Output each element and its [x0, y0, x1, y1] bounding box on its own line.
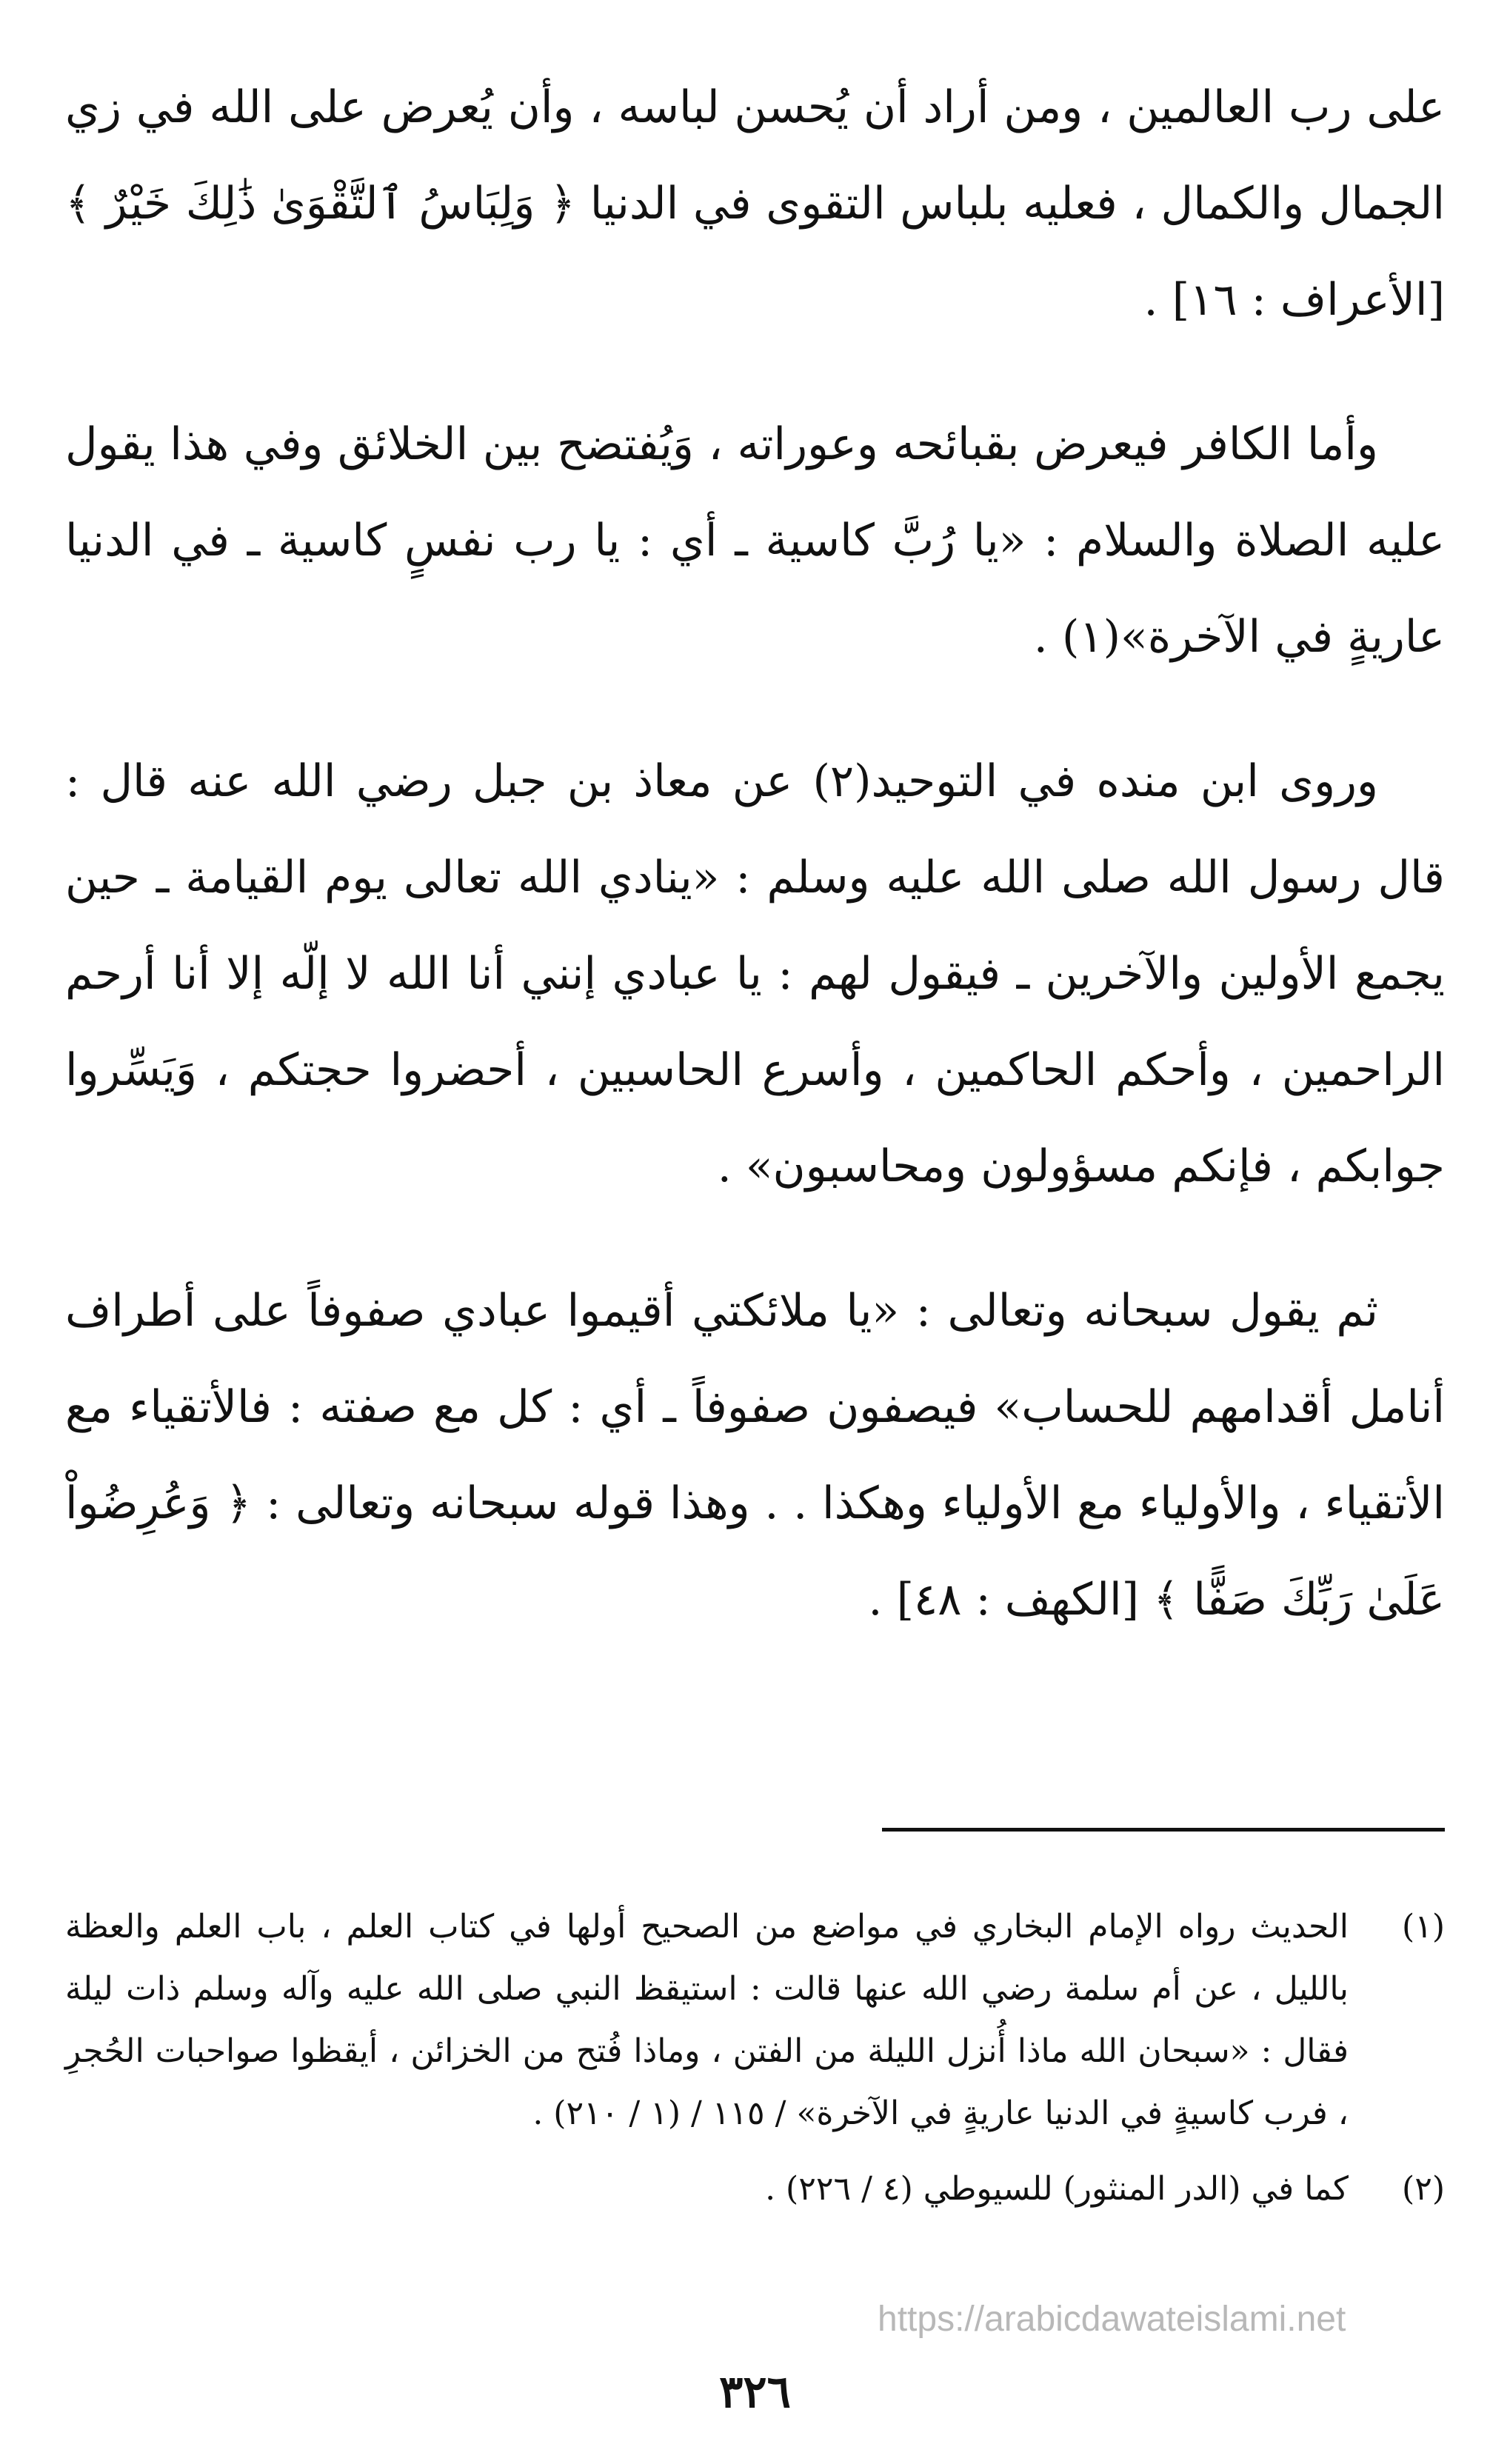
footnote-1-number: (١): [1402, 1908, 1445, 1946]
watermark-url: https://arabicdawateislami.net: [878, 2300, 1346, 2339]
page-number: ٣٢٦: [719, 2366, 791, 2418]
paragraph-3: وروى ابن منده في التوحيد(٢) عن معاذ بن جبل رضي الله عنه قال : قال رسول الله صلى الله عليه وسلم : «ينادي الله تعالى يوم القيامة ـ حين يجمع الأولين والآخرين ـ فيقول لهم : يا عبادي إنني أنا الله لا إلّه إلا أنا أرحم الراحمين ، وأحكم الحاكمين ، وأسرع الحاسبين ، أحضروا حجتكم ، وَيَسِّروا جوابكم ، فإنكم مسؤولون ومحاسبون» .: [65, 755, 1445, 1192]
footnote-2-text: كما في (الدر المنثور) للسيوطي (٤ / ٢٢٦) .: [765, 2170, 1349, 2208]
footnote-1: [65, 1896, 1445, 2145]
footnotes: [65, 1896, 1445, 2234]
main-text: [65, 59, 1445, 1648]
footnote-divider: [882, 1828, 1445, 1832]
footnote-2-number: (٢): [1402, 2170, 1445, 2208]
paragraph-4: ثم يقول سبحانه وتعالى : «يا ملائكتي أقيموا عبادي صفوفاً على أطراف أنامل أقدامهم للحساب» فيصفون صفوفاً ـ أي : كل مع صفته : فالأتقياء مع الأتقياء ، والأولياء مع الأولياء وهكذا . . وهذا قوله سبحانه وتعالى : ﴿ وَعُرِضُواْ عَلَىٰ رَبِّكَ صَفًّا ﴾ [الكهف : ٤٨] .: [65, 1285, 1445, 1626]
footnote-2: [65, 2158, 1445, 2220]
paragraph-1: على رب العالمين ، ومن أراد أن يُحسن لباسه ، وأن يُعرض على الله في زي الجمال والكمال ، فعليه بلباس التقوى في الدنيا ﴿ وَلِبَاسُ ٱلتَّقْوَىٰ ذَٰلِكَ خَيْرٌ ﴾ [الأعراف : ١٦] .: [65, 81, 1445, 326]
paragraph-2: وأما الكافر فيعرض بقبائحه وعوراته ، وَيُفتضح بين الخلائق وفي هذا يقول عليه الصلاة والسلام : «يا رُبَّ كاسية ـ أي : يا رب نفسٍ كاسية ـ في الدنيا عاريةٍ في الآخرة»(١) .: [65, 418, 1445, 663]
footnote-1-text: الحديث رواه الإمام البخاري في مواضع من الصحيح أولها في كتاب العلم ، باب العلم والعظة بالليل ، عن أم سلمة رضي الله عنها قالت : استيقظ النبي صلى الله عليه وآله وسلم ذات ليلة فقال : «سبحان الله ماذا أُنزل الليلة من الفتن ، وماذا فُتح من الخزائن ، أيقظوا صواحبات الحُجرِ ، فرب كاسيةٍ في الدنيا عاريةٍ في الآخرة» / ١١٥ / (١ / ٢١٠) .: [65, 1908, 1349, 2132]
